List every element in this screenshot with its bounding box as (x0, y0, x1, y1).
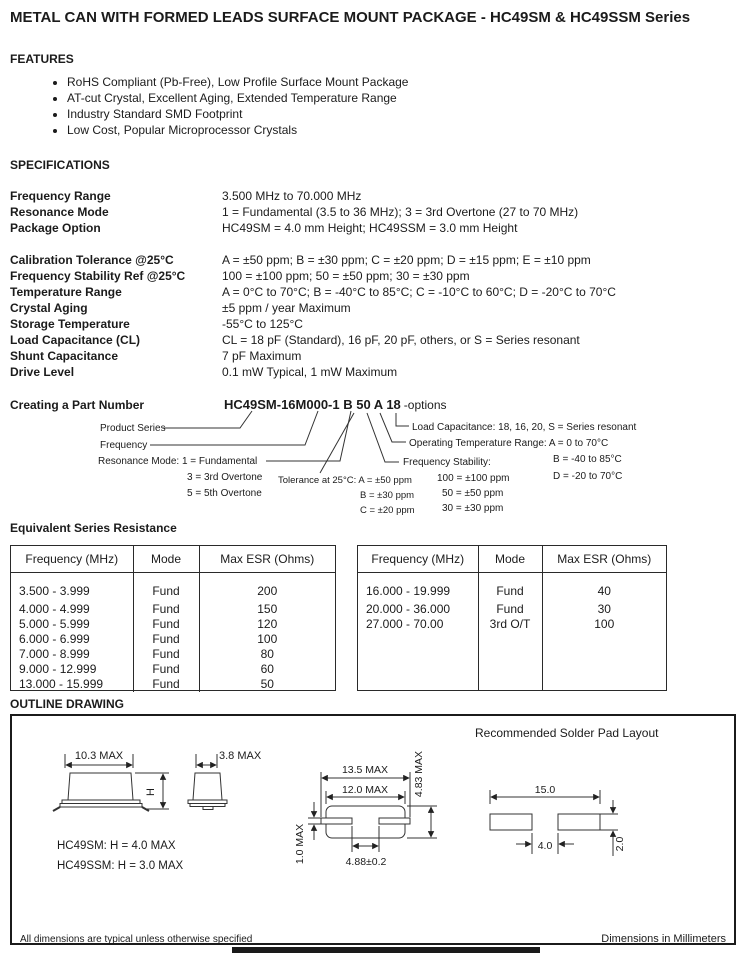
spec-row (10, 188, 740, 204)
spec-label: Drive Level (10, 365, 75, 379)
spec-label: Frequency Range (10, 189, 111, 203)
col-header-esr: Max ESR (Ohms) (542, 546, 666, 573)
spec-group (10, 252, 740, 380)
pn-label-temp-range: Operating Temperature Range: A = 0 to 70°C (409, 438, 609, 449)
spec-label: Crystal Aging (10, 301, 88, 315)
feature-item: • RoHS Compliant (Pb-Free), Low Profile Surface Mount Package (67, 74, 408, 90)
table-cell: 50 (260, 677, 274, 691)
spec-row (10, 252, 740, 268)
table-cell: Fund (478, 602, 542, 617)
features-heading: FEATURES (10, 52, 74, 66)
col-header-mode: Mode (133, 546, 199, 573)
table-cell: 60 (260, 662, 274, 676)
spec-value: A = ±50 ppm; B = ±30 ppm; C = ±20 ppm; D = ±15 ppm; E = ±10 ppm (222, 253, 591, 267)
spec-group (10, 188, 740, 236)
spec-row (10, 332, 740, 348)
table-row (11, 677, 335, 692)
table-cell: 27.000 - 70.00 (358, 617, 478, 632)
table-cell: Fund (133, 647, 199, 662)
specifications-heading: SPECIFICATIONS (10, 158, 110, 172)
spec-label: Calibration Tolerance @25°C (10, 253, 174, 267)
table-cell: 6.000 - 6.999 (11, 632, 133, 647)
table-cell: Fund (133, 617, 199, 632)
pn-label-temp-b: B = -40 to 85°C (553, 454, 622, 465)
spec-label: Shunt Capacitance (10, 349, 119, 363)
table-cell: 5.000 - 5.999 (11, 617, 133, 632)
part-number-heading: Creating a Part Number (10, 398, 145, 412)
height-note-hc49sm: HC49SM: H = 4.0 MAX (57, 840, 176, 852)
spec-label: Storage Temperature (10, 317, 130, 331)
dim-lead-spacing-label: 4.88±0.2 (345, 856, 387, 868)
solder-pad-drawing (490, 790, 618, 856)
page-footer-bar (232, 947, 540, 953)
page-title: METAL CAN WITH FORMED LEADS SURFACE MOUNT PACKAGE - HC49SM & HC49SSM Series (10, 9, 691, 26)
table-row (358, 602, 666, 617)
spec-value: CL = 18 pF (Standard), 16 pF, 20 pF, others, or S = Series resonant (222, 333, 580, 347)
table-cell: 3.500 - 3.999 (11, 573, 133, 603)
table-row (11, 632, 335, 647)
pn-label-resonance-3: 3 = 3rd Overtone (187, 472, 263, 483)
spec-value: 0.1 mW Typical, 1 mW Maximum (222, 365, 398, 379)
col-header-frequency: Frequency (MHz) (358, 546, 478, 573)
table-row (11, 617, 335, 632)
esr-table-low-freq (10, 545, 336, 691)
table-cell: Fund (133, 602, 199, 617)
pn-label-resonance-mode: Resonance Mode: 1 = Fundamental (98, 456, 258, 467)
table-header-row (358, 546, 666, 573)
pn-label-load-capacitance: Load Capacitance: 18, 16, 20, S = Series resonant (412, 422, 637, 433)
table-cell: 4.000 - 4.999 (11, 602, 133, 617)
table-cell: 80 (260, 647, 274, 661)
spec-value: 1 = Fundamental (3.5 to 36 MHz); 3 = 3rd Overtone (27 to 70 MHz) (222, 205, 579, 219)
table-cell: Fund (133, 573, 199, 603)
col-header-esr: Max ESR (Ohms) (199, 546, 335, 573)
side-view-drawing (53, 754, 169, 811)
outline-drawing-canvas (12, 716, 734, 943)
spec-row (10, 204, 740, 220)
spec-row (10, 316, 740, 332)
table-cell: 200 (257, 583, 278, 598)
spec-value: HC49SM = 4.0 mm Height; HC49SSM = 3.0 mm Height (222, 221, 518, 235)
outline-drawing (10, 714, 736, 945)
pn-label-tolerance-b: B = ±30 ppm (360, 490, 415, 501)
part-number-example (224, 396, 447, 414)
table-cell: Fund (133, 662, 199, 677)
table-cell: Fund (133, 677, 199, 692)
spec-row (10, 220, 740, 236)
spec-value: 7 pF Maximum (222, 349, 302, 363)
pn-label-stability: Frequency Stability: (403, 457, 491, 468)
spec-value: ±5 ppm / year Maximum (222, 301, 351, 315)
dim-top-height-label: 4.83 MAX (413, 750, 425, 798)
table-cell: 30 (597, 602, 611, 616)
dim-side-height-label: H (145, 788, 157, 796)
spec-value: -55°C to 125°C (222, 317, 303, 331)
table-cell: 40 (597, 583, 611, 598)
pn-label-frequency: Frequency (100, 440, 148, 451)
dim-end-width-label: 3.8 MAX (219, 750, 262, 762)
table-filler-row (358, 632, 666, 690)
spec-label: Frequency Stability Ref @25°C (10, 269, 186, 283)
spec-row (10, 364, 740, 380)
spec-label: Package Option (10, 221, 101, 235)
spec-label: Resonance Mode (10, 205, 109, 219)
dim-pad-height-label: 2.0 (614, 836, 626, 852)
feature-item: • Industry Standard SMD Footprint (67, 106, 408, 122)
solder-pad-layout-title: Recommended Solder Pad Layout (475, 726, 659, 740)
table-cell: 9.000 - 12.999 (11, 662, 133, 677)
dim-lead-thickness-label: 1.0 MAX (294, 823, 306, 865)
pn-label-tolerance-c: C = ±20 ppm (360, 505, 415, 516)
table-cell: 100 (594, 617, 615, 631)
table-row (11, 573, 335, 603)
outline-footer-note: All dimensions are typical unless otherwise specified (20, 934, 253, 943)
spec-label: Temperature Range (10, 285, 122, 299)
table-header-row (11, 546, 335, 573)
table-cell: 20.000 - 36.000 (358, 602, 478, 617)
spec-row (10, 300, 740, 316)
pn-label-temp-d: D = -20 to 70°C (553, 471, 623, 482)
pn-label-resonance-5: 5 = 5th Overtone (187, 488, 262, 499)
dim-pad-span-label: 15.0 (534, 784, 556, 796)
table-cell: 13.000 - 15.999 (11, 677, 133, 692)
specifications-list (10, 188, 740, 380)
table-cell: 100 (257, 632, 278, 646)
spec-value: 3.500 MHz to 70.000 MHz (222, 189, 362, 203)
dim-pad-gap-label: 4.0 (537, 840, 553, 852)
spec-value: A = 0°C to 70°C; B = -40°C to 85°C; C = -10°C to 60°C; D = -20°C to 70°C (222, 285, 616, 299)
end-view-drawing (188, 754, 227, 810)
esr-table-high-freq (357, 545, 667, 691)
esr-heading: Equivalent Series Resistance (10, 521, 177, 535)
table-cell: 16.000 - 19.999 (358, 573, 478, 603)
spec-row (10, 348, 740, 364)
table-cell: Fund (133, 632, 199, 647)
table-row (11, 647, 335, 662)
part-number-options-suffix: -options (403, 398, 447, 412)
table-cell: Fund (478, 573, 542, 603)
part-number-section (0, 395, 748, 520)
col-header-mode: Mode (478, 546, 542, 573)
outline-units-note: Dimensions in Millimeters (601, 933, 726, 943)
table-row (358, 617, 666, 632)
spec-value: 100 = ±100 ppm; 50 = ±50 ppm; 30 = ±30 ppm (222, 269, 470, 283)
dim-top-body-width-label: 12.0 MAX (341, 784, 389, 796)
pn-label-stability-100: 100 = ±100 ppm (437, 473, 510, 484)
part-number-value: HC49SM-16M000-1 B 50 A 18 (224, 397, 401, 412)
spec-row (10, 268, 740, 284)
spec-row (10, 284, 740, 300)
table-row (358, 573, 666, 603)
table-cell: 120 (257, 617, 278, 631)
col-header-frequency: Frequency (MHz) (11, 546, 133, 573)
features-list (10, 74, 408, 138)
pn-label-product-series: Product Series (100, 423, 166, 434)
feature-item: • AT-cut Crystal, Excellent Aging, Extended Temperature Range (67, 90, 408, 106)
outline-drawing-heading: OUTLINE DRAWING (10, 697, 124, 711)
table-cell: 7.000 - 8.999 (11, 647, 133, 662)
table-cell: 150 (257, 602, 278, 616)
height-note-hc49ssm: HC49SSM: H = 3.0 MAX (57, 860, 184, 872)
table-row (11, 602, 335, 617)
feature-item: • Low Cost, Popular Microprocessor Crystals (67, 122, 408, 138)
dim-top-outer-width-label: 13.5 MAX (341, 764, 389, 776)
pn-label-stability-30: 30 = ±30 ppm (442, 503, 504, 514)
pn-label-tolerance: Tolerance at 25°C: A = ±50 ppm (278, 475, 412, 486)
dim-side-width-label: 10.3 MAX (74, 750, 124, 762)
pn-label-stability-50: 50 = ±50 ppm (442, 488, 504, 499)
table-cell: 3rd O/T (478, 617, 542, 632)
spec-label: Load Capacitance (CL) (10, 333, 141, 347)
table-row (11, 662, 335, 677)
